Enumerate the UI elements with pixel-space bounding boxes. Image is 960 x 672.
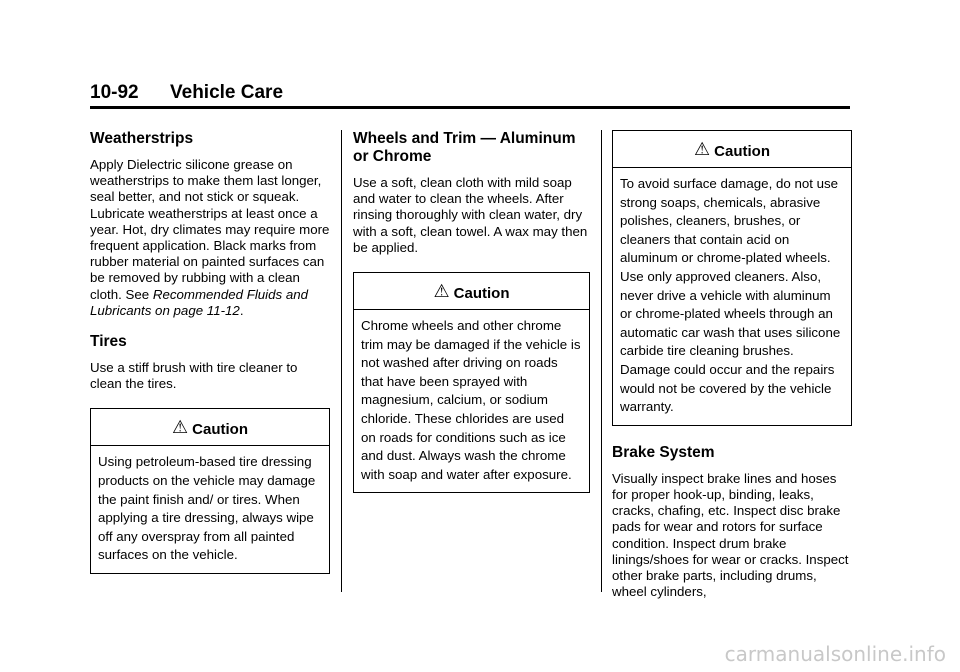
wheels-caution-box: [353, 272, 590, 493]
warning-triangle-icon: ⚠: [172, 417, 189, 438]
caution-header: [613, 131, 851, 168]
page-number: 10-92: [90, 82, 139, 103]
page-header: [90, 80, 850, 109]
weatherstrips-heading: Weatherstrips: [90, 130, 194, 147]
section-title: Vehicle Care: [170, 82, 284, 103]
caution-label: Caution: [714, 143, 770, 160]
brake-system-paragraph: Visually inspect brake lines and hoses for proper hook-up, binding, leaks, cracks, chafing, etc. Inspect disc brake pads for wear and rotors for surface condition. Inspect drum brake linings/shoes for wear or cracks. Inspect other brake parts, including drums, wheel cylinders,: [612, 470, 849, 600]
wheels-heading: Wheels and Trim — Aluminum or Chrome: [353, 130, 576, 165]
caution-text: Chrome wheels and other chrome trim may be damaged if the vehicle is not washed after driving on roads that have been sprayed with magnesium, calcium, or sodium chloride. These chlorides are used on roads for conditions such as ice and dust. Always wash the chrome with soap and water after exposure.: [361, 318, 581, 482]
tires-paragraph: Use a stiff brush with tire cleaner to clean the tires.: [90, 360, 298, 392]
column-right: [612, 130, 852, 600]
column-divider: [601, 130, 602, 592]
caution-text: To avoid surface damage, do not use strong soaps, chemicals, abrasive polishes, cleaners, brushes, or cleaners that contain acid on aluminum or chrome-plated wheels. Use only approved cleaners. Also, never drive a vehicle with aluminum or chrome-plated wheels through an automatic car wash that uses silicone carbide tire cleaning brushes. Damage could occur and the repairs would not be covered by the vehicle warranty.: [620, 176, 841, 415]
watermark: carmanualsonline.info: [724, 642, 946, 666]
weatherstrips-text: Apply Dielectric silicone grease on weatherstrips to make them last longer, seal better, and not stick or squeak. Lubricate weatherstrips at least once a year. Hot, dry climates may require more frequent application. Black marks from rubber material on painted surfaces can be removed by rubbing with a clean cloth. See: [90, 157, 330, 302]
warning-triangle-icon: ⚠: [694, 139, 711, 159]
cleaners-caution-box: [612, 130, 852, 426]
weatherstrips-cross-reference[interactable]: Recommended Fluids and Lubricants on page 11-12: [90, 286, 309, 318]
weatherstrips-paragraph: [90, 157, 330, 319]
caution-header: [91, 409, 329, 446]
brake-system-heading: Brake System: [612, 443, 715, 461]
warning-triangle-icon: ⚠: [433, 281, 450, 302]
caution-text: Using petroleum-based tire dressing products on the vehicle may damage the paint finish and/ or tires. When applying a tire dressing, always wipe off any overspray from all painted surfaces on the vehicle.: [98, 454, 316, 563]
column-middle: [353, 130, 590, 493]
column-left: [90, 130, 330, 574]
caution-header: [354, 273, 589, 310]
wheels-paragraph: Use a soft, clean cloth with mild soap and water to clean the wheels. After rinsing thoroughly with clean water, dry with a soft, clean towel. A wax may then be applied.: [353, 175, 588, 255]
caution-label: Caution: [192, 421, 248, 439]
tires-caution-box: [90, 408, 330, 574]
weatherstrips-end: .: [239, 302, 244, 318]
caution-label: Caution: [453, 285, 510, 303]
tires-heading: Tires: [90, 333, 127, 351]
column-divider: [341, 130, 342, 592]
